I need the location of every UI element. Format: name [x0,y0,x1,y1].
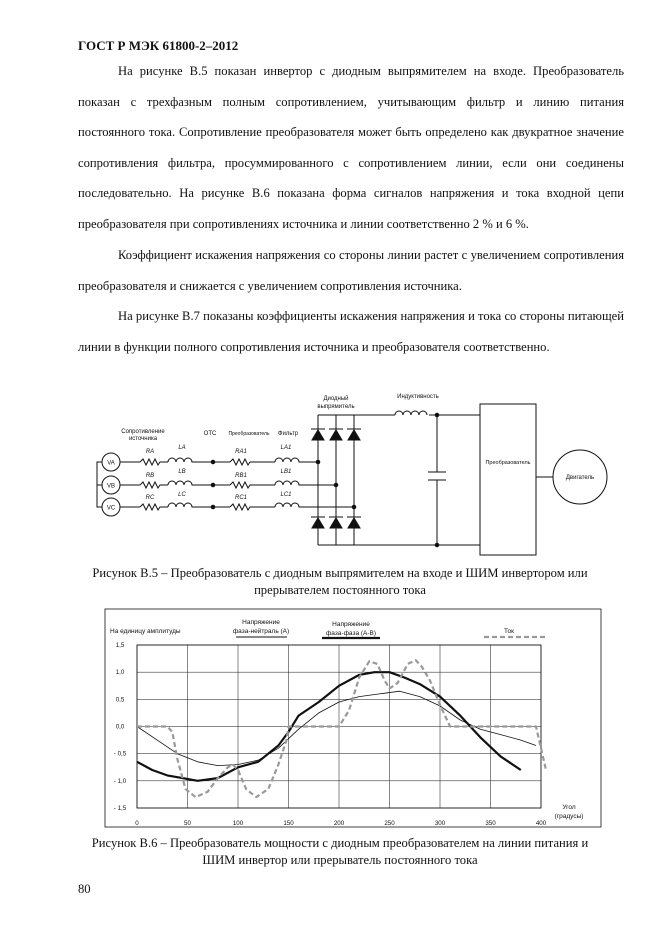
y-tick-label: 1,0 [115,669,125,677]
paragraph-3: На рисунке В.7 показаны коэффициенты искажения напряжения и тока со стороны питающей линии в функции полного сопротивления источника и преобразователя соответственно. [78,309,624,354]
x-tick-label: 100 [232,820,244,827]
caption-b6-line2: ШИМ инвертор или прерыватель постоянного тока [202,853,478,867]
legend-current: Ток [504,628,514,635]
x-tick-label: 200 [333,820,345,827]
caption-b5-line1: Рисунок В.5 – Преобразователь с диодным выпрямителем на входе и ШИМ инвертором или [92,566,588,580]
label-lc1: LC1 [280,492,292,498]
label-rc1: RC1 [234,495,248,501]
chart-xlabel-1: Угол [562,804,576,811]
chart-frame [105,609,601,827]
label-rc: RC [145,495,155,501]
label-ra: RA [145,449,155,455]
x-tick-label: 150 [283,820,294,827]
label-converter-box: Преобразователь [485,460,531,466]
label-rb1: RB1 [235,473,247,479]
label-lb1: LB1 [280,469,292,475]
caption-b6-line1: Рисунок В.6 – Преобразователь мощности с диодным преобразователем на линии питания и [91,836,589,850]
y-tick-label: 0,0 [115,723,125,731]
label-source-impedance-2: источника [128,436,158,442]
y-tick-label: - 1,5 [113,805,127,812]
x-tick-label: 350 [485,820,496,827]
x-tick-label: 250 [384,820,395,827]
document-header: ГОСТ Р МЭК 61800-2–2012 [78,38,239,53]
label-la1: LA1 [280,445,292,451]
x-tick-label: 0 [135,820,139,827]
legend-phase-neutral-2: фаза-нейтраль (А) [232,628,290,635]
y-tick-label: 1,5 [115,642,125,649]
x-tick-label: 50 [184,820,191,827]
label-vb: VB [106,483,116,490]
label-va: VA [107,460,115,467]
y-tick-label: 0,5 [115,696,125,704]
chart-xlabel-2: (градусы) [554,813,584,820]
paragraph-2: Коэффициент искажения напряжения со стороны линии растет с увеличением сопротивления преобразователя и снижается с увеличением сопротивления источника. [78,248,624,293]
paragraph-1: На рисунке В.5 показан инвертор с диодным выпрямителем на входе. Преобразователь показан с трехфазным полным сопротивлением, учитывающим фильтр и линию питания постоянного тока. Сопротивление преобразователя может быть определено как двукратное значение сопротивления фильтра, просуммированного с сопротивлением линии, если они соединены последовательно. На рисунке В.6 показана форма сигналов напряжения и тока входной цепи преобразователя при сопротивлениях источника и линии соответственно 2 % и 6 %. [78,64,624,231]
label-lc: LC [178,492,186,498]
caption-b5-line2: прерывателем постоянного тока [254,583,426,597]
legend-phase-phase-1: Напряжение [332,621,370,628]
label-converter-small: Преобразователь [228,431,270,437]
label-vc: VC [106,505,116,512]
label-inductance: Индуктивность [397,394,439,400]
label-rb: RB [145,473,155,479]
x-tick-label: 400 [535,820,547,827]
label-source-impedance-1: Сопротивление [121,429,165,435]
series-line-thin [137,691,536,765]
legend-phase-phase-2: фаза-фаза (А-В) [325,630,377,637]
label-diode-rect-2: выпрямитель [317,404,355,410]
label-otc: ОТС [203,431,217,437]
label-motor: Двигатель [565,475,595,481]
legend-phase-neutral-1: Напряжение [242,619,280,626]
x-tick-label: 300 [434,820,446,827]
label-la: LA [178,445,186,451]
y-tick-label: - 0,5 [113,750,127,758]
label-filter: Фильтр [277,431,299,437]
page-number: 80 [78,882,91,896]
label-ra1: RA1 [235,449,247,455]
label-diode-rect-1: Диодный [323,396,349,402]
label-lb: LB [178,469,186,475]
chart-ylabel: На единицу амплитуды [110,628,181,635]
y-tick-label: - 1,0 [113,777,127,785]
series-line-dashed [137,660,546,797]
